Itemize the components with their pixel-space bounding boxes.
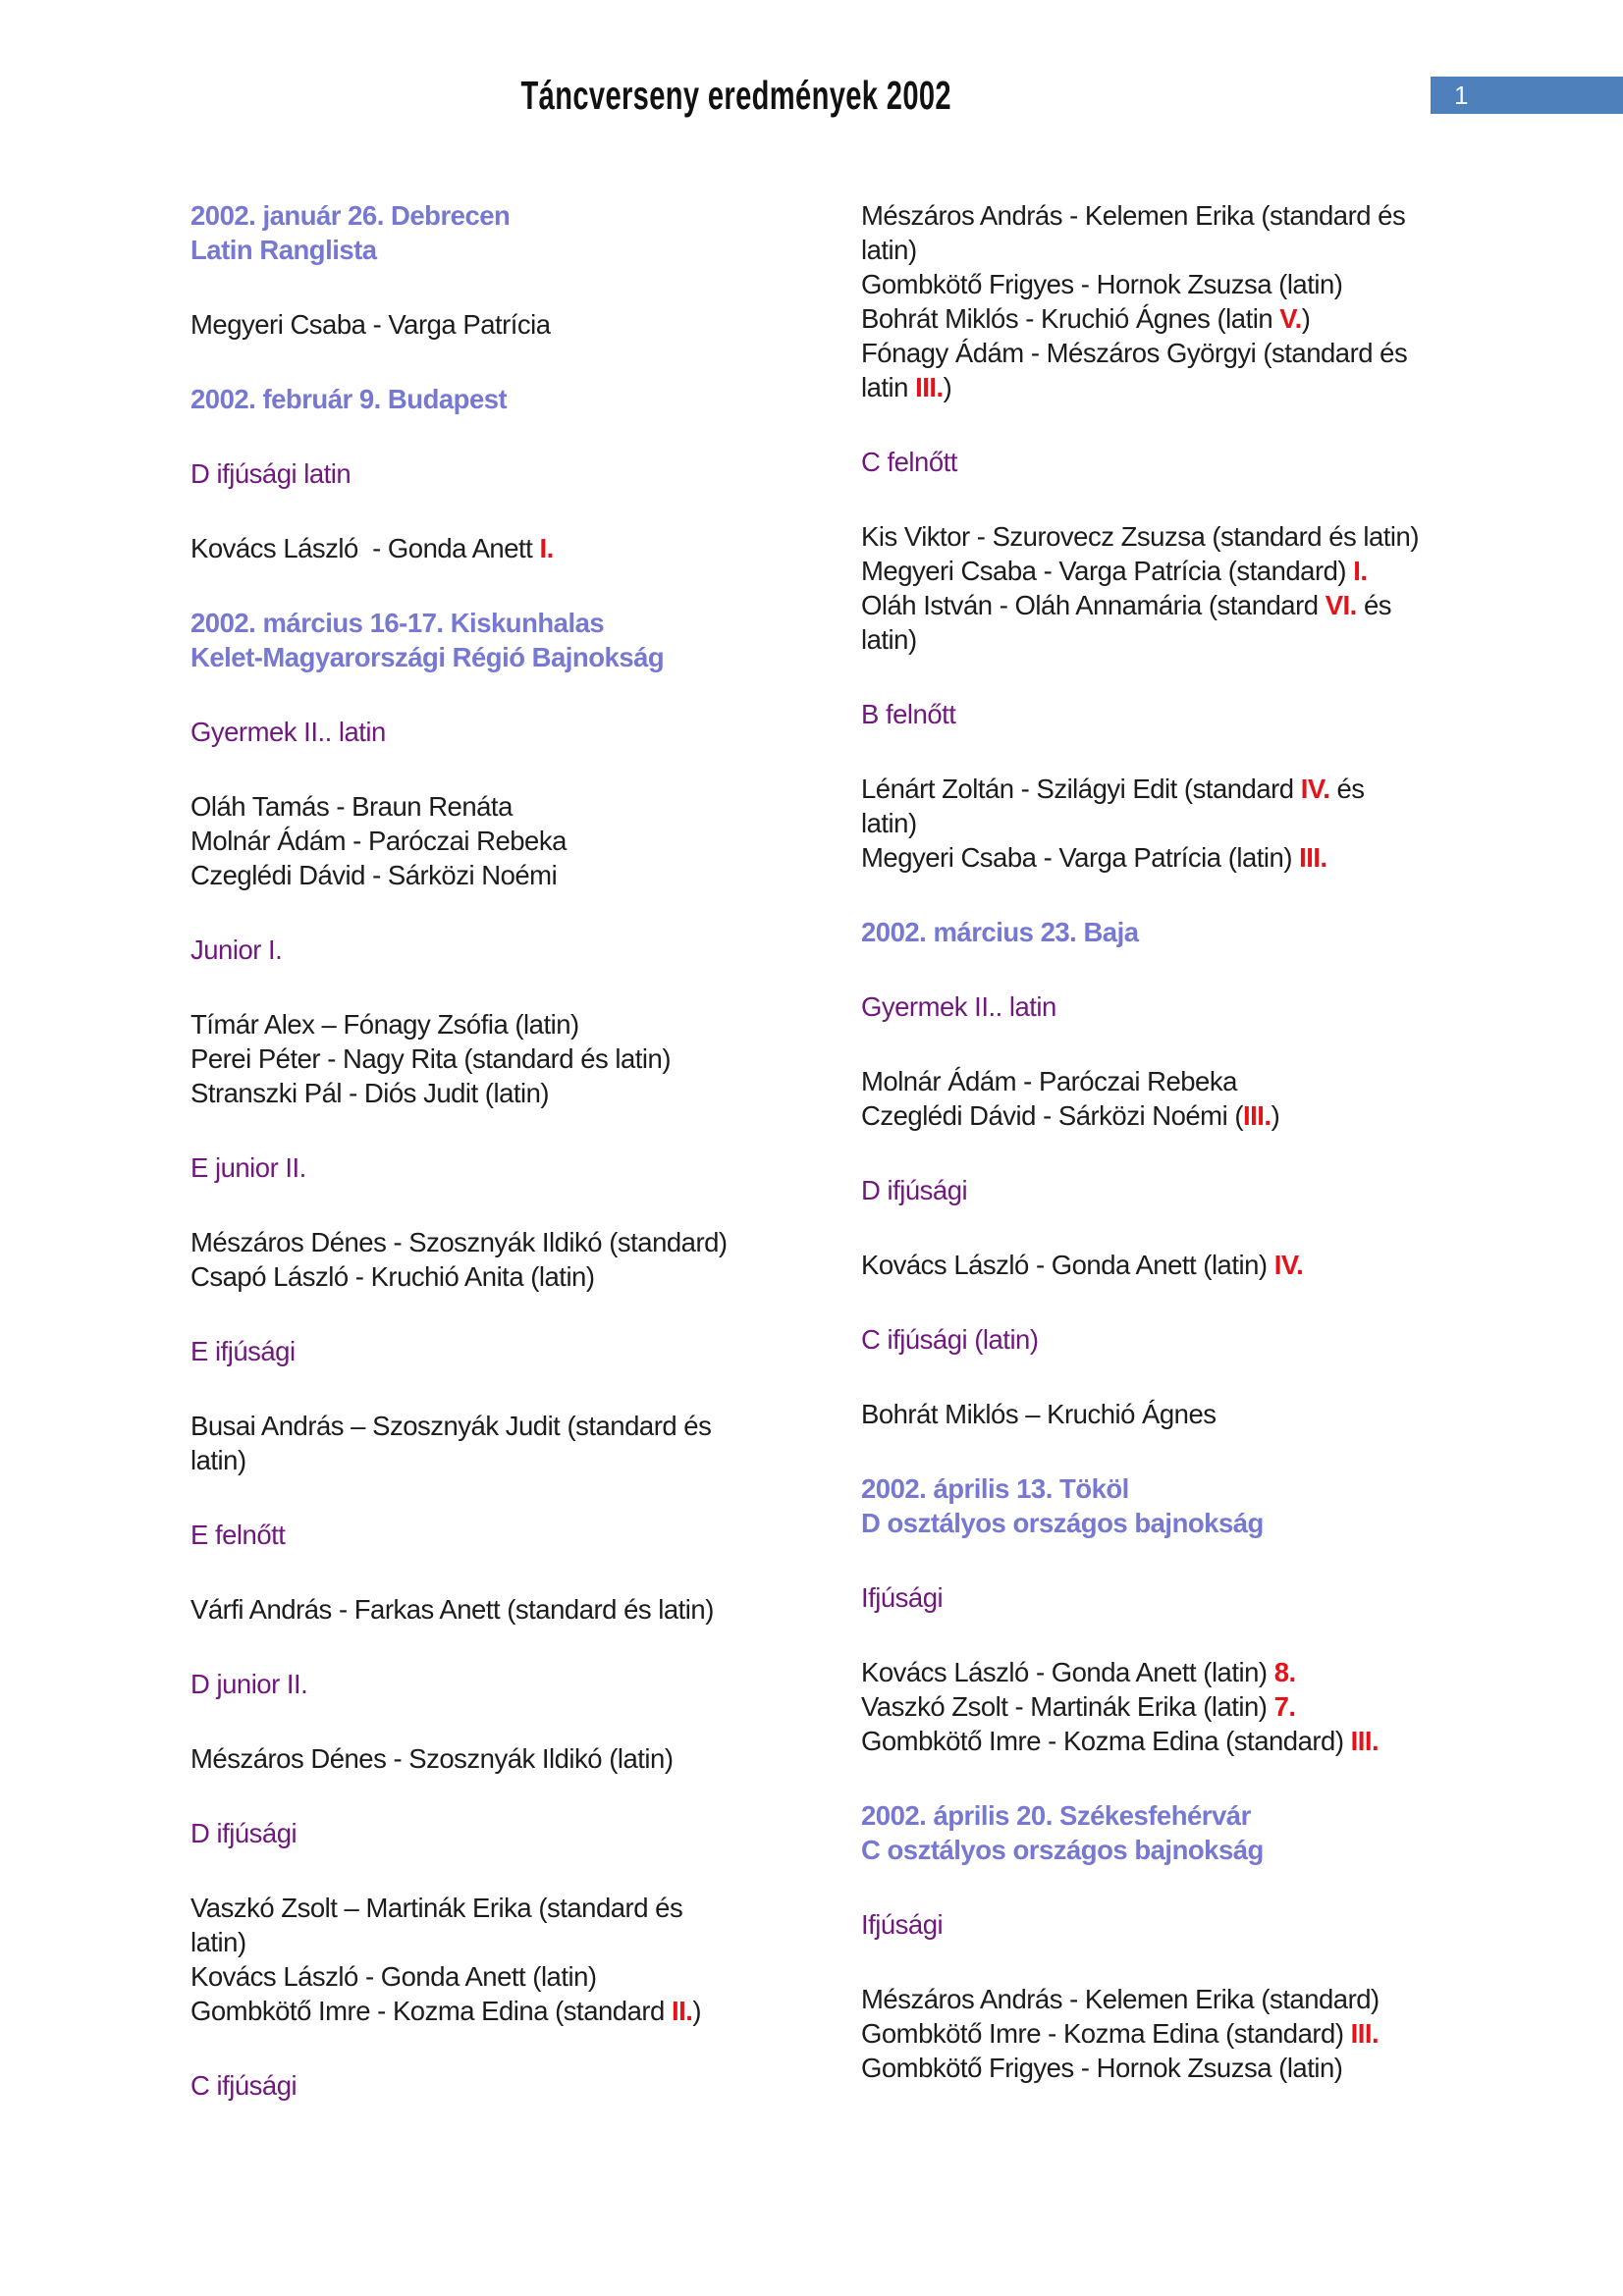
text-run: Czeglédi Dávid - Sárközi Noémi bbox=[190, 860, 558, 890]
text-run: C ifjúsági bbox=[190, 2070, 298, 2101]
result-line bbox=[190, 1409, 839, 1443]
text-run: Gyermek II.. latin bbox=[861, 991, 1056, 1022]
text-run: Ifjúsági bbox=[861, 1582, 944, 1613]
text-run: Tímár Alex – Fónagy Zsófia (latin) bbox=[190, 1009, 579, 1040]
text-run: Várfi András - Farkas Anett (standard és latin) bbox=[190, 1594, 714, 1625]
text-run: D ifjúsági bbox=[861, 1175, 968, 1205]
result-line bbox=[190, 1259, 839, 1294]
text-run: Gombkötő Imre - Kozma Edina (standard bbox=[190, 1996, 672, 2026]
event-date-heading bbox=[861, 1471, 1509, 1540]
placement-mark: III. bbox=[1350, 2018, 1380, 2049]
text-run: latin) bbox=[861, 808, 917, 838]
text-run: C felnőtt bbox=[861, 447, 957, 477]
text-run: D ifjúsági latin bbox=[190, 458, 352, 489]
result-line bbox=[190, 1959, 839, 1994]
category-heading bbox=[190, 715, 839, 749]
category-heading bbox=[190, 1518, 839, 1552]
result-line bbox=[861, 1724, 1509, 1758]
category-heading bbox=[190, 2068, 839, 2103]
text-run: 2002. január 26. Debrecen bbox=[190, 200, 511, 231]
heading-line bbox=[190, 640, 839, 674]
text-run: és bbox=[1356, 590, 1392, 620]
result-line bbox=[861, 588, 1509, 622]
heading-line bbox=[861, 1798, 1509, 1833]
text-run: Bohrát Miklós – Kruchió Ágnes bbox=[861, 1399, 1217, 1429]
category-heading bbox=[190, 1816, 839, 1850]
result-line bbox=[190, 1741, 839, 1776]
text-run: Busai András – Szosznyák Judit (standard és bbox=[190, 1411, 712, 1441]
heading-line bbox=[861, 1322, 1509, 1357]
heading-line bbox=[190, 1334, 839, 1368]
category-heading bbox=[190, 1667, 839, 1701]
result-line bbox=[861, 1064, 1509, 1098]
result-line bbox=[190, 1994, 839, 2028]
text-run: ) bbox=[1301, 303, 1311, 334]
result-entry bbox=[861, 1064, 1509, 1133]
result-line bbox=[861, 370, 1509, 404]
result-line bbox=[861, 336, 1509, 370]
result-entry bbox=[861, 1982, 1509, 2085]
heading-line bbox=[190, 382, 839, 416]
text-run: Mészáros András - Kelemen Erika (standard) bbox=[861, 1984, 1380, 2014]
text-run: C osztályos országos bajnokság bbox=[861, 1835, 1264, 1865]
text-run: E ifjúsági bbox=[190, 1336, 296, 1366]
text-run: és bbox=[1329, 774, 1365, 804]
placement-mark: VI. bbox=[1325, 590, 1357, 620]
result-entry bbox=[190, 531, 839, 565]
text-run: E junior II. bbox=[190, 1152, 306, 1183]
heading-line bbox=[190, 933, 839, 967]
heading-line bbox=[190, 606, 839, 640]
text-run: Kovács László - Gonda Anett (latin) bbox=[861, 1657, 1274, 1687]
text-run: latin) bbox=[861, 624, 917, 655]
event-date-heading bbox=[190, 606, 839, 674]
placement-mark: I. bbox=[1353, 556, 1368, 586]
text-run: Vaszkó Zsolt – Martinák Erika (standard és bbox=[190, 1893, 683, 1923]
heading-line bbox=[861, 445, 1509, 479]
text-run: Mészáros Dénes - Szosznyák Ildikó (standard) bbox=[190, 1227, 728, 1257]
result-entry bbox=[190, 1592, 839, 1627]
category-heading bbox=[861, 445, 1509, 479]
result-line bbox=[190, 1925, 839, 1959]
text-run: latin bbox=[861, 372, 916, 402]
text-run: Gyermek II.. latin bbox=[190, 717, 386, 747]
text-run: D junior II. bbox=[190, 1669, 308, 1699]
text-run: Megyeri Csaba - Varga Patrícia (standard) bbox=[861, 556, 1354, 586]
text-run: Kis Viktor - Szurovecz Zsuzsa (standard és latin) bbox=[861, 521, 1419, 552]
text-run: latin) bbox=[861, 235, 917, 265]
heading-line bbox=[190, 715, 839, 749]
result-line bbox=[861, 622, 1509, 657]
result-line bbox=[861, 1689, 1509, 1724]
text-run: Junior I. bbox=[190, 934, 283, 965]
result-line bbox=[861, 233, 1509, 267]
result-line bbox=[190, 858, 839, 892]
placement-mark: IV. bbox=[1300, 774, 1330, 804]
heading-line bbox=[861, 1833, 1509, 1867]
text-run: 2002. április 20. Székesfehérvár bbox=[861, 1800, 1251, 1831]
text-run: D ifjúsági bbox=[190, 1818, 298, 1848]
result-line bbox=[861, 554, 1509, 588]
heading-line bbox=[190, 1150, 839, 1185]
result-entry bbox=[190, 1741, 839, 1776]
placement-mark: I. bbox=[539, 533, 554, 563]
heading-line bbox=[861, 989, 1509, 1024]
text-run: Lénárt Zoltán - Szilágyi Edit (standard bbox=[861, 774, 1301, 804]
result-entry bbox=[190, 789, 839, 892]
text-run: 2002. február 9. Budapest bbox=[190, 384, 508, 414]
text-run: C ifjúsági (latin) bbox=[861, 1324, 1039, 1355]
placement-mark: III. bbox=[915, 372, 944, 402]
category-heading bbox=[861, 1173, 1509, 1207]
result-entry bbox=[190, 1225, 839, 1294]
result-line bbox=[190, 1891, 839, 1925]
text-run: Gombkötő Imre - Kozma Edina (standard) bbox=[861, 1726, 1351, 1756]
text-run: Molnár Ádám - Paróczai Rebeka bbox=[190, 826, 567, 856]
category-heading bbox=[190, 1334, 839, 1368]
event-date-heading bbox=[190, 198, 839, 267]
result-entry bbox=[190, 307, 839, 342]
text-run: B felnőtt bbox=[861, 699, 956, 729]
result-entry bbox=[861, 1248, 1509, 1282]
placement-mark: III. bbox=[1350, 1726, 1380, 1756]
category-heading bbox=[190, 933, 839, 967]
heading-line bbox=[861, 1471, 1509, 1506]
result-entry bbox=[190, 1891, 839, 2028]
category-heading bbox=[861, 1580, 1509, 1615]
text-run: Kelet-Magyarországi Régió Bajnokság bbox=[190, 642, 665, 672]
result-line bbox=[861, 1982, 1509, 2016]
heading-line bbox=[190, 456, 839, 491]
heading-line bbox=[190, 198, 839, 233]
text-run: Oláh Tamás - Braun Renáta bbox=[190, 791, 513, 822]
page-number: 1 bbox=[1454, 80, 1469, 110]
text-run: ) bbox=[943, 372, 952, 402]
category-heading bbox=[861, 697, 1509, 731]
result-line bbox=[861, 267, 1509, 301]
text-run: Oláh István - Oláh Annamária (standard bbox=[861, 590, 1325, 620]
text-run: Perei Péter - Nagy Rita (standard és latin) bbox=[190, 1043, 671, 1074]
result-entry bbox=[861, 519, 1509, 657]
text-run: Bohrát Miklós - Kruchió Ágnes (latin bbox=[861, 303, 1280, 334]
result-line bbox=[190, 1076, 839, 1110]
placement-mark: II. bbox=[671, 1996, 693, 2026]
document-title: Táncverseny eredmények 2002 bbox=[520, 73, 952, 118]
event-date-heading bbox=[861, 915, 1509, 949]
placement-mark: III. bbox=[1243, 1100, 1271, 1131]
placement-mark: 8. bbox=[1273, 1657, 1296, 1687]
heading-line bbox=[190, 1816, 839, 1850]
result-line bbox=[190, 1225, 839, 1259]
text-run: Csapó László - Kruchió Anita (latin) bbox=[190, 1261, 595, 1292]
event-date-heading bbox=[190, 382, 839, 416]
category-heading bbox=[190, 456, 839, 491]
heading-line bbox=[190, 233, 839, 267]
text-run: Fónagy Ádám - Mészáros Györgyi (standard és bbox=[861, 338, 1408, 368]
text-run: Kovács László - Gonda Anett (latin) bbox=[190, 1961, 597, 1992]
text-run: 2002. március 23. Baja bbox=[861, 917, 1139, 947]
category-heading bbox=[861, 1907, 1509, 1942]
text-run: Czeglédi Dávid - Sárközi Noémi ( bbox=[861, 1100, 1243, 1131]
result-line bbox=[861, 2051, 1509, 2085]
text-run: Vaszkó Zsolt - Martinák Erika (latin) bbox=[861, 1691, 1274, 1722]
result-line bbox=[861, 2016, 1509, 2051]
result-line bbox=[861, 806, 1509, 840]
result-entry bbox=[861, 1655, 1509, 1758]
result-line bbox=[190, 789, 839, 824]
text-run: Kovács László - Gonda Anett bbox=[190, 533, 540, 563]
text-run: Kovács László - Gonda Anett (latin) bbox=[861, 1250, 1274, 1280]
heading-line bbox=[190, 1667, 839, 1701]
result-line bbox=[190, 1007, 839, 1041]
result-entry bbox=[190, 1409, 839, 1477]
placement-mark: V. bbox=[1279, 303, 1302, 334]
result-entry bbox=[861, 198, 1509, 404]
result-line bbox=[190, 824, 839, 858]
text-run: ) bbox=[692, 1996, 702, 2026]
text-run: Stranszki Pál - Diós Judit (latin) bbox=[190, 1078, 550, 1108]
result-line bbox=[861, 301, 1509, 336]
heading-line bbox=[861, 1907, 1509, 1942]
text-run: latin) bbox=[190, 1445, 246, 1475]
category-heading bbox=[861, 1322, 1509, 1357]
result-line bbox=[190, 1443, 839, 1477]
text-run: latin) bbox=[190, 1927, 246, 1957]
heading-line bbox=[861, 915, 1509, 949]
result-line bbox=[861, 1397, 1509, 1431]
text-run: Latin Ranglista bbox=[190, 235, 377, 265]
result-line bbox=[861, 1098, 1509, 1133]
text-run: Gombkötő Imre - Kozma Edina (standard) bbox=[861, 2018, 1351, 2049]
result-line bbox=[861, 1655, 1509, 1689]
text-run: Gombkötő Frigyes - Hornok Zsuzsa (latin) bbox=[861, 269, 1343, 299]
text-run: Molnár Ádám - Paróczai Rebeka bbox=[861, 1066, 1237, 1096]
result-line bbox=[190, 307, 839, 342]
result-entry bbox=[190, 1007, 839, 1110]
heading-line bbox=[861, 697, 1509, 731]
results-column-right bbox=[861, 198, 1509, 2125]
text-run: Mészáros András - Kelemen Erika (standard és bbox=[861, 200, 1406, 231]
result-entry bbox=[861, 772, 1509, 875]
placement-mark: IV. bbox=[1273, 1250, 1304, 1280]
text-run: 2002. március 16-17. Kiskunhalas bbox=[190, 608, 605, 638]
page-number-tab bbox=[1431, 77, 1623, 114]
result-line bbox=[190, 1592, 839, 1627]
heading-line bbox=[861, 1506, 1509, 1540]
category-heading bbox=[190, 1150, 839, 1185]
heading-line bbox=[190, 1518, 839, 1552]
event-date-heading bbox=[861, 1798, 1509, 1867]
result-line bbox=[861, 198, 1509, 233]
results-column-left bbox=[190, 198, 839, 2143]
text-run: Mészáros Dénes - Szosznyák Ildikó (latin) bbox=[190, 1743, 674, 1774]
text-run: ) bbox=[1271, 1100, 1280, 1131]
result-line bbox=[861, 519, 1509, 554]
heading-line bbox=[861, 1173, 1509, 1207]
result-line bbox=[190, 531, 839, 565]
result-line bbox=[861, 772, 1509, 806]
result-line bbox=[190, 1041, 839, 1076]
text-run: E felnőtt bbox=[190, 1520, 286, 1550]
text-run: 2002. április 13. Tököl bbox=[861, 1473, 1129, 1504]
text-run: Megyeri Csaba - Varga Patrícia (latin) bbox=[861, 842, 1300, 873]
text-run: Gombkötő Frigyes - Hornok Zsuzsa (latin) bbox=[861, 2053, 1343, 2083]
heading-line bbox=[190, 2068, 839, 2103]
text-run: Megyeri Csaba - Varga Patrícia bbox=[190, 309, 551, 340]
result-entry bbox=[861, 1397, 1509, 1431]
placement-mark: 7. bbox=[1273, 1691, 1296, 1722]
placement-mark: III. bbox=[1299, 842, 1327, 873]
result-line bbox=[861, 840, 1509, 875]
text-run: D osztályos országos bajnokság bbox=[861, 1508, 1264, 1538]
heading-line bbox=[861, 1580, 1509, 1615]
category-heading bbox=[861, 989, 1509, 1024]
text-run: Ifjúsági bbox=[861, 1909, 944, 1940]
result-line bbox=[861, 1248, 1509, 1282]
title-row bbox=[0, 73, 1473, 119]
